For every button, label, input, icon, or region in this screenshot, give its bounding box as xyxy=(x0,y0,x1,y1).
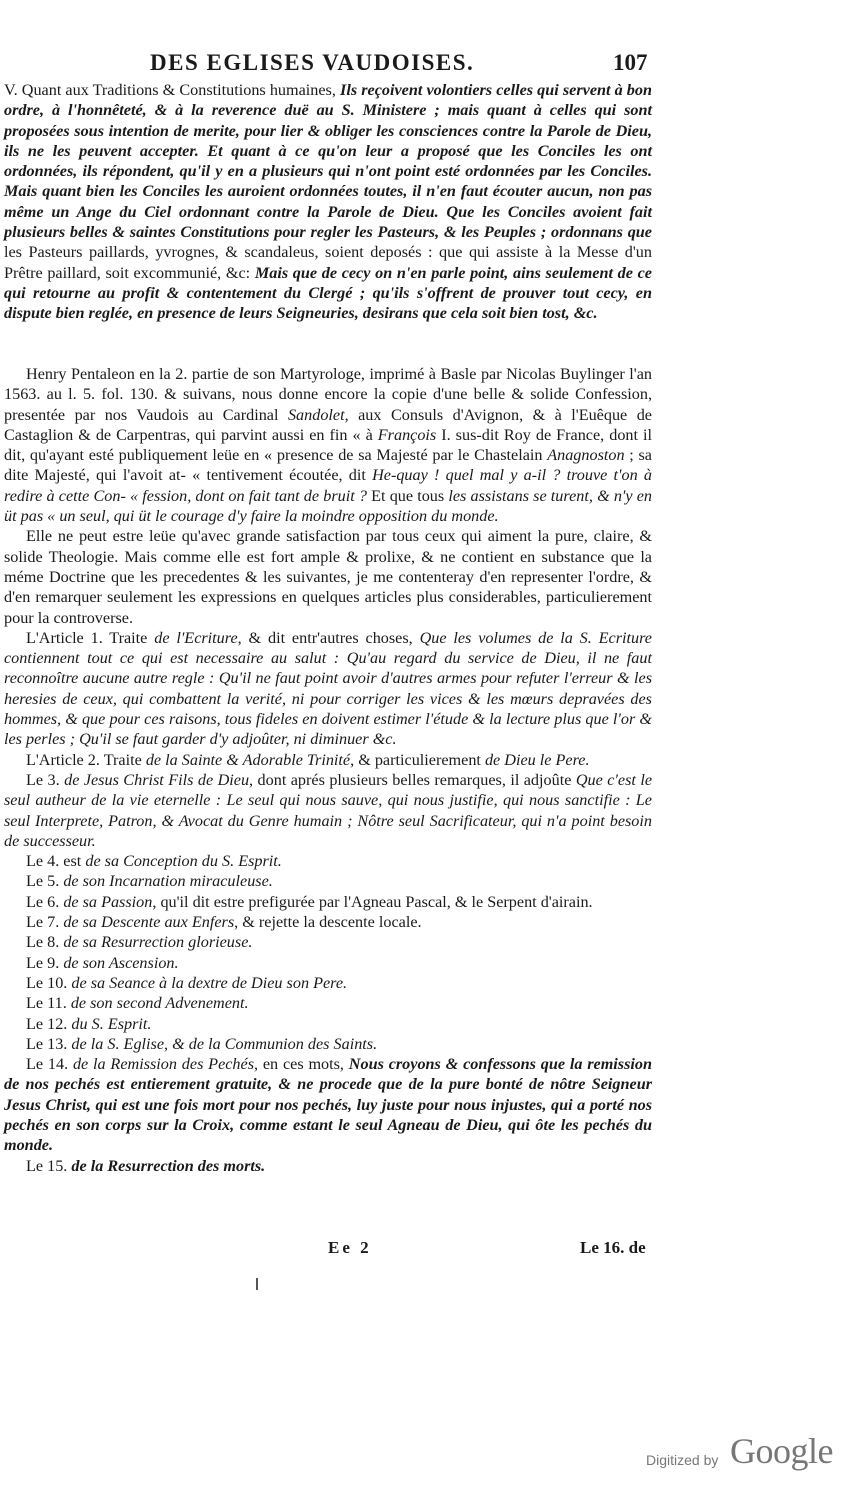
article-1 xyxy=(4,628,652,750)
text-run-italic: de son second Advenement. xyxy=(70,994,249,1013)
text-run-italic: de Jesus Christ Fils de Dieu xyxy=(64,770,250,789)
text-run: Le 14. xyxy=(26,1055,73,1074)
text-run: Le 4. est xyxy=(26,852,86,871)
text-run: ; sa dite Majesté, qui l'avoit at- « tentivement écoutée, dit xyxy=(4,446,652,485)
article-14 xyxy=(4,1054,652,1155)
text-run: Le 5. xyxy=(26,872,64,891)
google-logo: Google xyxy=(730,1431,833,1471)
signature-mark: Ee 2 xyxy=(328,1238,372,1257)
text-run: Le 11. xyxy=(26,994,71,1013)
text-run: les Pasteurs paillards, yvrognes, & scandaleus, soient deposés : que qui assiste à la Messe d'un Prêtre paillard, soit excommunié, &c: xyxy=(4,243,652,282)
text-run: Le 7. xyxy=(26,913,64,932)
article-15 xyxy=(4,1156,652,1176)
text-run: Le 9. xyxy=(26,953,64,972)
text-run-italic: François xyxy=(377,425,437,444)
article-12 xyxy=(4,1014,652,1034)
text-run: , qu'il dit estre prefigurée par l'Agneau Pascal, & le Serpent d'airain. xyxy=(152,892,593,911)
text-run-italic: de l'Ecriture xyxy=(154,628,238,647)
page-header xyxy=(0,50,848,80)
text-run-italic: de son Ascension. xyxy=(63,953,179,972)
text-run: Le 8. xyxy=(26,933,64,952)
article-11 xyxy=(4,993,652,1013)
watermark-prefix: Digitized by xyxy=(646,1452,719,1468)
text-run-italic: de la Resurrection des morts. xyxy=(71,1156,266,1175)
text-run-italic: de sa Resurrection glorieuse. xyxy=(63,933,253,952)
article-5 xyxy=(4,871,652,891)
text-run: Le 13. xyxy=(26,1034,72,1053)
text-run: , & dit entr'autres choses, xyxy=(237,628,420,647)
article-3 xyxy=(4,770,652,851)
article-10 xyxy=(4,973,652,993)
text-run: Henry Pentaleon en la 2. partie de son Martyrologe, imprimé à Basle par Nicolas Buylinger l'an 1563. au l. 5. fol. 130. & suivans, nous donne encore la copie d'une belle & solide Confession, presentée par nos Vaudois au Cardinal xyxy=(4,365,652,424)
digitization-watermark xyxy=(646,1432,846,1472)
paragraph-theologie: Elle ne peut estre leüe qu'avec grande satisfaction par tous ceux qui aiment la pure, claire, & solide Theologie. Mais comme elle est fort ample & prolixe, & ne contient en substance que la méme Doctrine que les precedentes & les suivantes, je me contenteray d'en representer l'ordre, & d'en remarquer seulement les expressions en quelques articles plus considerables, particulierement pour la controverse. xyxy=(4,527,652,627)
catchword: Le 16. de xyxy=(580,1238,646,1257)
text-run-italic: de son Incarnation miraculeuse. xyxy=(63,872,273,891)
text-run-italic: Que c'est le seul autheur de la vie eternelle : Le seul qui nous sauve, qui nous justifie, qui nous sanctifie : Le seul Interprete, Patron, & Avocat du Genre humain ; Nôtre seul Sacrificateur, qui n'a point besoin de successeur. xyxy=(4,770,652,850)
page-number: 107 xyxy=(613,50,648,75)
text-run-italic: de sa Seance à la dextre de Dieu son Pere. xyxy=(71,973,348,992)
article-9 xyxy=(4,953,652,973)
text-run: , & particulierement xyxy=(350,750,485,769)
text-run-italic: de sa Passion xyxy=(63,892,153,911)
ink-mark xyxy=(256,1278,258,1290)
text-run-italic: de Dieu le Pere. xyxy=(484,750,590,769)
text-run: I. sus-dit Roy de France, dont il dit, qu'ayant esté publiquement leüe en « presence de sa Majesté par le Chastelain xyxy=(4,425,652,465)
text-run: , dont aprés plusieurs belles remarques, il adjoûte xyxy=(249,770,576,789)
text-run: Le 10. xyxy=(26,973,72,992)
text-run-italic: He-quay ! quel mal y a-il ? trouve t'on à redire à cette Con- « fession, dont on fait tant de bruit ? xyxy=(4,466,653,505)
article-8 xyxy=(4,932,652,952)
text-run-italic: Ils reçoivent volontiers celles qui servent à bon ordre, à l'honnêteté, & à la reverence duë au S. Ministere ; mais quant à celles qui sont proposées sous intention de merite, pour lier & obliger les consciences contre la Parole de Dieu, ils ne les peuvent accepter. Et quant à ce qu'on leur a proposé que les Conciles les ont ordonnées, ils répondent, qu'il y en a plusieurs qui n'ont point esté ordonnées par les Conciles. Mais quant bien les Conciles les auroient ordonnées toutes, il n'en faut écouter aucun, non pas même un Ange du Ciel ordonnant contre la Parole de Dieu. Que les Conciles avoient fait plusieurs belles & saintes Constitutions pour regler les Pasteurs, & les Peuples ; ordonnans que xyxy=(4,81,652,242)
text-run-italic: de sa Descente aux Enfers xyxy=(63,913,235,932)
article-2 xyxy=(4,750,652,770)
article-6 xyxy=(4,892,652,912)
text-run: Et que tous xyxy=(366,486,449,505)
text-run-italic: de sa Conception du S. Esprit. xyxy=(85,852,282,871)
text-run: , aux Consuls d'Avignon, & à l'Euêque de Castaglion & de Carpentras, qui parvint aussi en fin « à xyxy=(4,405,652,444)
text-run: Le 15. xyxy=(26,1156,72,1175)
text-run-italic: Mais que de cecy on n'en parle point, ains seulement de ce qui retourne au profit & contentement du Clergé ; qu'ils s'offrent de prouver tout cecy, en dispute bien reglée, en presence de leurs Seigneuries, desirans que cela soit bien tost, &c. xyxy=(4,263,652,323)
text-run-italic: les assistans se turent, & n'y en üt pas « un seul, qui üt le courage d'y faire la moindre opposition du monde. xyxy=(4,486,652,526)
text-run-italic: Sandolet xyxy=(287,405,345,424)
page-footer xyxy=(0,1238,848,1268)
paragraph-pentaleon xyxy=(4,364,652,526)
text-run-italic: de la S. Eglise, & de la Communion des Saints. xyxy=(71,1034,378,1053)
paragraph-traditions xyxy=(4,80,652,324)
text-run-italic: de la Sainte & Adorable Trinité xyxy=(145,750,351,769)
article-13 xyxy=(4,1034,652,1054)
text-run: V. Quant aux Traditions & Constitutions humaines, xyxy=(4,81,341,99)
text-run: Le 6. xyxy=(26,892,64,911)
running-title: DES EGLISES VAUDOISES. xyxy=(150,50,475,75)
article-7 xyxy=(4,912,652,932)
text-run: , & rejette la descente locale. xyxy=(234,913,422,932)
text-run-italic: Nous croyons & confessons que la remission de nos pechés est entierement gratuite, & ne procede que de la pure bonté de nôtre Seigneur Jesus Christ, qui est une fois mort pour nos pechés, luy juste pour nous injustes, qui a porté nos pechés en son corps sur la Croix, comme estant le seul Agneau de Dieu, qui ôte les pechés du monde. xyxy=(4,1055,652,1155)
main-text-block xyxy=(4,364,652,1176)
text-run-italic: Que les volumes de la S. Ecriture contiennent tout ce qui est necessaire au salut : Qu'au regard du service de Dieu, il ne faut reconnoître aucune autre regle : Qu'il ne faut point avoir d'autres armes pour refuter l'erreur & les heresies de ceux, qui combattent la verité, ni pour corriger les vices & les mœurs depravées des hommes, & que pour ces raisons, tous fideles en doivent estimer l'étude & la lecture plus que l'or & les perles ; Qu'il se faut garder d'y adjoûter, ni diminuer &c. xyxy=(4,628,652,749)
text-run: L'Article 1. Traite xyxy=(26,628,155,647)
article-4 xyxy=(4,851,652,871)
text-run-italic: Anagnoston xyxy=(547,446,625,465)
text-run: , en ces mots, xyxy=(254,1055,349,1074)
text-run-italic: du S. Esprit. xyxy=(71,1014,152,1033)
text-run: Le 12. xyxy=(26,1014,72,1033)
text-run: L'Article 2. Traite xyxy=(26,750,146,769)
text-run-italic: de la Remission des Pechés xyxy=(72,1055,255,1074)
text-run: Le 3. xyxy=(26,770,65,789)
